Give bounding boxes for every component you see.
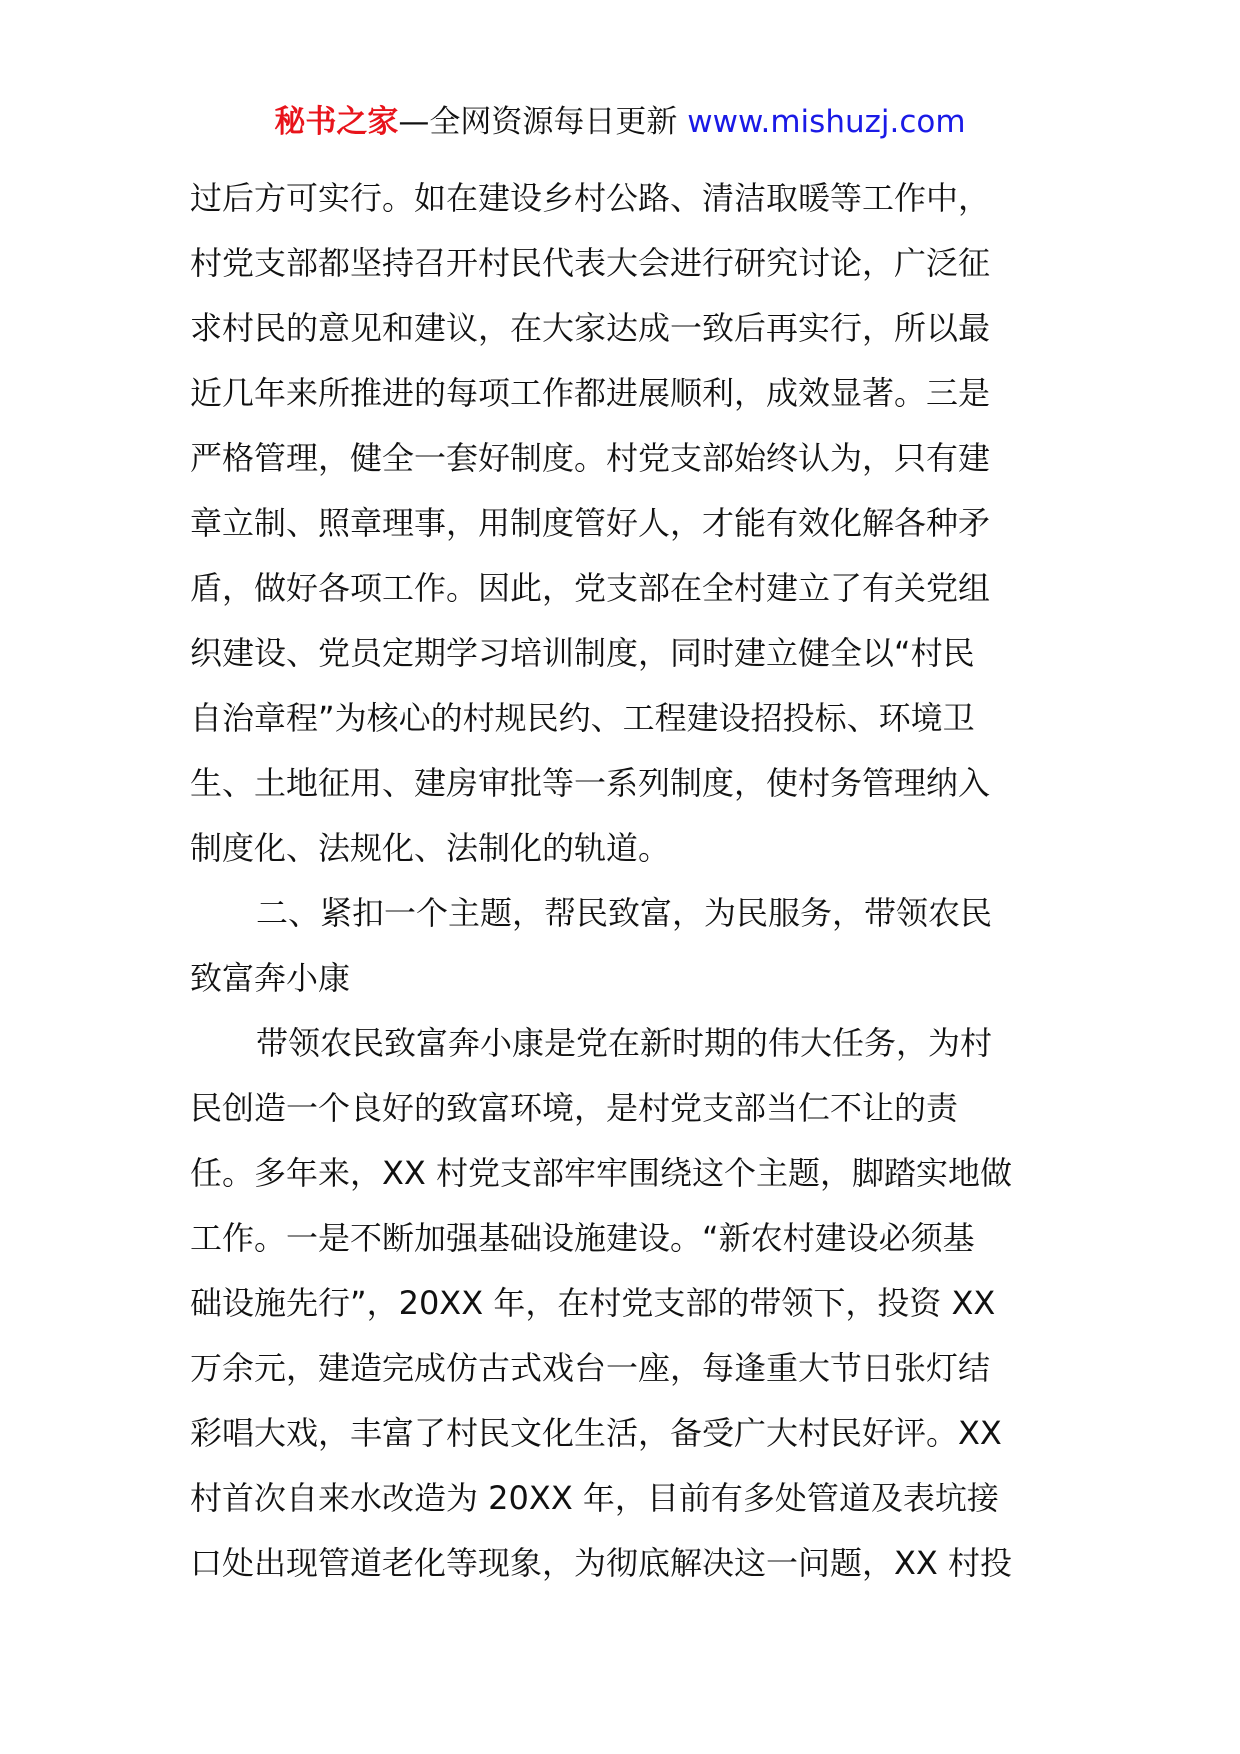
- text-line: 带领农民致富奔小康是党在新时期的伟大任务，为村: [256, 1024, 993, 1062]
- text-line: 生、土地征用、建房审批等一系列制度，使村务管理纳入: [190, 764, 991, 802]
- text-line: 自治章程”为核心的村规民约、工程建设招投标、环境卫: [190, 699, 975, 737]
- text-line: 彩唱大戏，丰富了村民文化生活，备受广大村民好评。XX: [190, 1414, 1002, 1452]
- text-line: 致富奔小康: [190, 959, 351, 997]
- text-line: 章立制、照章理事，用制度管好人，才能有效化解各种矛: [190, 504, 991, 542]
- text-line: 制度化、法规化、法制化的轨道。: [190, 829, 671, 867]
- text-line: 础设施先行”，20XX 年，在村党支部的带领下，投资 XX: [190, 1284, 996, 1322]
- text-line: 村首次自来水改造为 20XX 年，目前有多处管道及表坑接: [190, 1479, 999, 1517]
- text-line: 任。多年来，XX 村党支部牢牢围绕这个主题，脚踏实地做: [190, 1154, 1013, 1192]
- text-line: 工作。一是不断加强基础设施建设。“新农村建设必须基: [190, 1219, 975, 1257]
- text-line: 盾，做好各项工作。因此，党支部在全村建立了有关党组: [190, 569, 991, 607]
- site-header: [0, 100, 1240, 144]
- document-body: [190, 166, 1070, 1596]
- text-line: 过后方可实行。如在建设乡村公路、清洁取暖等工作中，: [190, 179, 991, 217]
- text-line: 二、紧扣一个主题，帮民致富，为民服务，带领农民: [256, 894, 993, 932]
- text-line: 严格管理，健全一套好制度。村党支部始终认为，只有建: [190, 439, 991, 477]
- text-line: 织建设、党员定期学习培训制度，同时建立健全以“村民: [190, 634, 975, 672]
- text-line: 求村民的意见和建议，在大家达成一致后再实行，所以最: [190, 309, 991, 347]
- site-url-link[interactable]: www.mishuzj.com: [687, 104, 966, 140]
- text-line: 村党支部都坚持召开村民代表大会进行研究讨论，广泛征: [190, 244, 991, 282]
- text-line: 民创造一个良好的致富环境，是村党支部当仁不让的责: [190, 1089, 959, 1127]
- text-line: 口处出现管道老化等现象，为彻底解决这一问题，XX 村投: [190, 1544, 1013, 1582]
- text-line: 近几年来所推进的每项工作都进展顺利，成效显著。三是: [190, 374, 991, 412]
- text-line: 万余元，建造完成仿古式戏台一座，每逢重大节日张灯结: [190, 1349, 991, 1387]
- site-tagline: —全网资源每日更新: [398, 104, 688, 140]
- site-brand: 秘书之家: [274, 104, 399, 140]
